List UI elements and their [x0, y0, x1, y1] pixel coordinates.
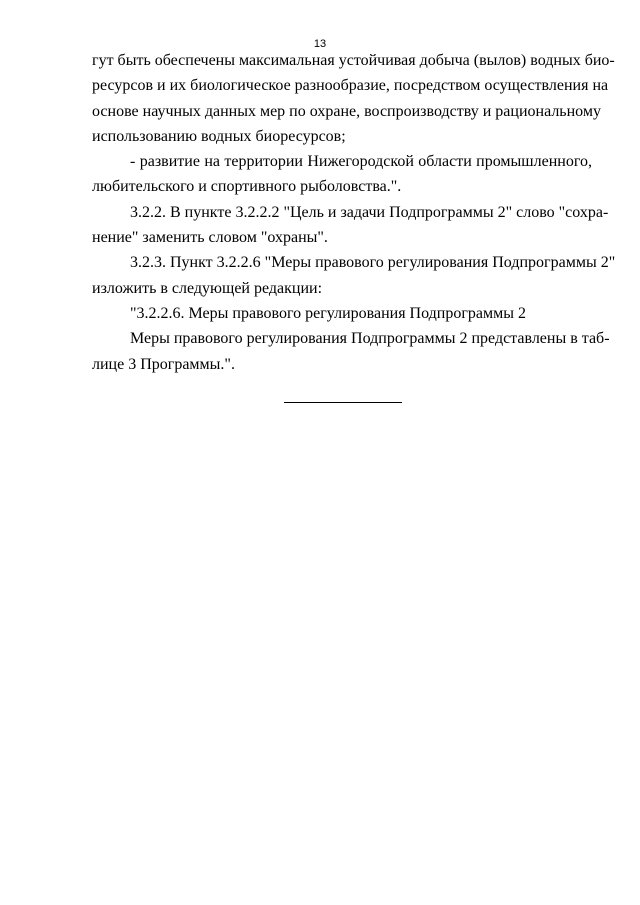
- document-body: [92, 48, 616, 377]
- text-line: 3.2.3. Пункт 3.2.2.6 "Меры правового регулирования Подпрограммы 2": [130, 254, 616, 272]
- text-line: лице 3 Программы.".: [92, 355, 235, 373]
- text-line: использованию водных биоресурсов;: [92, 127, 346, 145]
- text-line: ресурсов и их биологическое разнообразие, посредством осуществления на: [92, 77, 609, 95]
- text-line: Меры правового регулирования Подпрограммы 2 представлены в таб-: [130, 330, 610, 348]
- text-line: - развитие на территории Нижегородской области промышленного,: [130, 153, 592, 171]
- paragraph-3-2-2: [92, 200, 609, 251]
- paragraph-3-2-3: [92, 250, 616, 301]
- text-line: основе научных данных мер по охране, воспроизводству и рациональному: [92, 102, 601, 120]
- paragraph-heading-3-2-2-6: [92, 301, 592, 326]
- paragraph-fishing-development: [92, 149, 592, 200]
- text-line: "3.2.2.6. Меры правового регулирования Подпрограммы 2: [130, 304, 527, 322]
- paragraph-legal-measures: [92, 326, 610, 377]
- text-line: гут быть обеспечены максимальная устойчивая добыча (вылов) водных био-: [92, 52, 615, 69]
- paragraph-continuation: [92, 48, 615, 149]
- page-number: 13: [313, 38, 327, 50]
- closing-divider-line: [284, 402, 402, 403]
- text-line: нение" заменить словом "охраны".: [92, 229, 328, 247]
- text-line: любительского и спортивного рыболовства.".: [92, 178, 402, 196]
- text-line: 3.2.2. В пункте 3.2.2.2 "Цель и задачи Подпрограммы 2" слово "сохра-: [130, 203, 609, 221]
- text-line: изложить в следующей редакции:: [92, 279, 323, 297]
